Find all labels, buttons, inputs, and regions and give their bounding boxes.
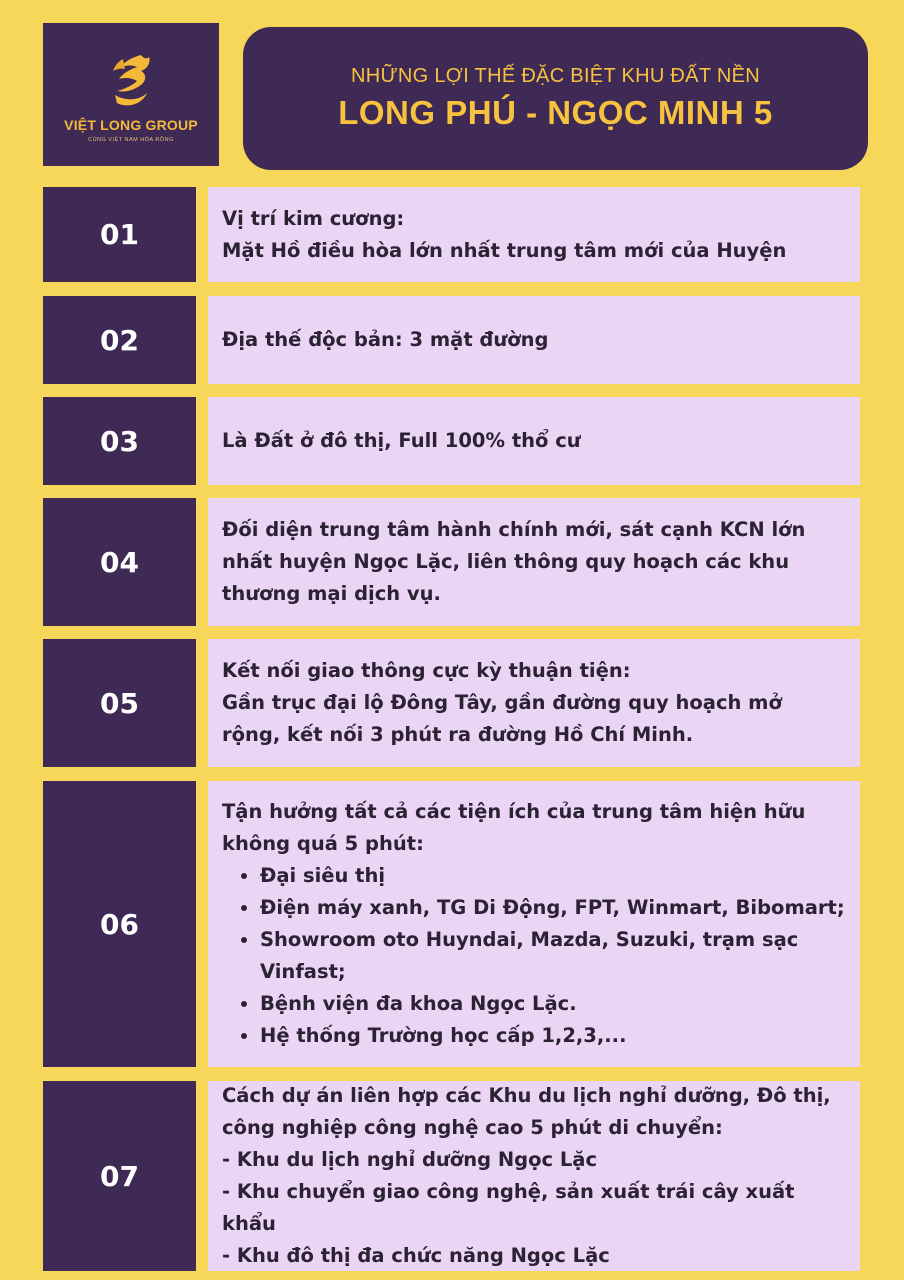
benefit-line: - Khu đô thị đa chức năng Ngọc Lặc	[222, 1244, 610, 1267]
benefit-number: 02	[43, 296, 196, 384]
benefit-number: 04	[43, 498, 196, 626]
benefit-row-05	[43, 639, 860, 767]
list-item: • Bệnh viện đa khoa Ngọc Lặc.	[260, 988, 846, 1020]
list-item: • Đại siêu thị	[260, 860, 846, 892]
benefit-row-04	[43, 498, 860, 626]
header-title: LONG PHÚ - NGỌC MINH 5	[338, 94, 773, 131]
benefit-line: - Khu du lịch nghỉ dưỡng Ngọc Lặc	[222, 1148, 598, 1171]
list-item: • Hệ thống Trường học cấp 1,2,3,...	[260, 1020, 846, 1052]
benefit-text	[208, 498, 860, 626]
benefit-row-01	[43, 187, 860, 282]
benefit-line: Đối diện trung tâm hành chính mới, sát cạnh KCN lớn nhất huyện Ngọc Lặc, liên thông quy hoạch các khu thương mại dịch vụ.	[222, 518, 806, 605]
benefit-line: Vị trí kim cương:	[222, 206, 405, 230]
benefit-line: Cách dự án liên hợp các Khu du lịch nghỉ dưỡng, Đô thị, công nghiệp công nghệ cao 5 phút di chuyển:	[222, 1084, 831, 1139]
logo-tagline: CÙNG VIỆT NAM HÓA RỒNG	[88, 136, 174, 143]
benefit-number: 05	[43, 639, 196, 767]
benefit-line: Mặt Hồ điều hòa lớn nhất trung tâm mới của Huyện	[222, 238, 787, 262]
benefit-number: 06	[43, 781, 196, 1067]
benefit-number: 01	[43, 187, 196, 282]
benefit-line: Gần trục đại lộ Đông Tây, gần đường quy hoạch mở rộng, kết nối 3 phút ra đường Hồ Chí Minh.	[222, 691, 782, 746]
benefit-number: 03	[43, 397, 196, 485]
benefit-text	[208, 397, 860, 485]
benefit-line: Là Đất ở đô thị, Full 100% thổ cư	[222, 429, 581, 452]
benefit-line: Kết nối giao thông cực kỳ thuận tiện:	[222, 659, 631, 682]
benefit-row-06	[43, 781, 860, 1067]
benefit-text	[208, 296, 860, 384]
dragon-logo-icon	[103, 51, 159, 111]
benefit-row-02	[43, 296, 860, 384]
benefit-text	[208, 781, 860, 1067]
benefit-row-03	[43, 397, 860, 485]
amenity-list	[222, 860, 846, 1052]
benefit-line: - Khu chuyển giao công nghệ, sản xuất trái cây xuất khẩu	[222, 1180, 795, 1235]
benefit-line: Tận hưởng tất cả các tiện ích của trung tâm hiện hữu không quá 5 phút:	[222, 800, 806, 855]
benefit-text	[208, 639, 860, 767]
benefit-line: Địa thế độc bản: 3 mặt đường	[222, 328, 549, 351]
header-subtitle: NHỮNG LỢI THẾ ĐẶC BIỆT KHU ĐẤT NỀN	[351, 65, 760, 87]
benefit-number: 07	[43, 1081, 196, 1271]
list-item: • Showroom oto Huyndai, Mazda, Suzuki, trạm sạc Vinfast;	[260, 924, 846, 988]
list-item: • Điện máy xanh, TG Di Động, FPT, Winmart, Bibomart;	[260, 892, 846, 924]
benefit-text	[208, 1081, 860, 1271]
logo-name: VIỆT LONG GROUP	[64, 116, 198, 133]
header-banner	[243, 27, 868, 170]
benefit-text	[208, 187, 860, 282]
logo	[43, 23, 219, 166]
benefit-row-07	[43, 1081, 860, 1271]
